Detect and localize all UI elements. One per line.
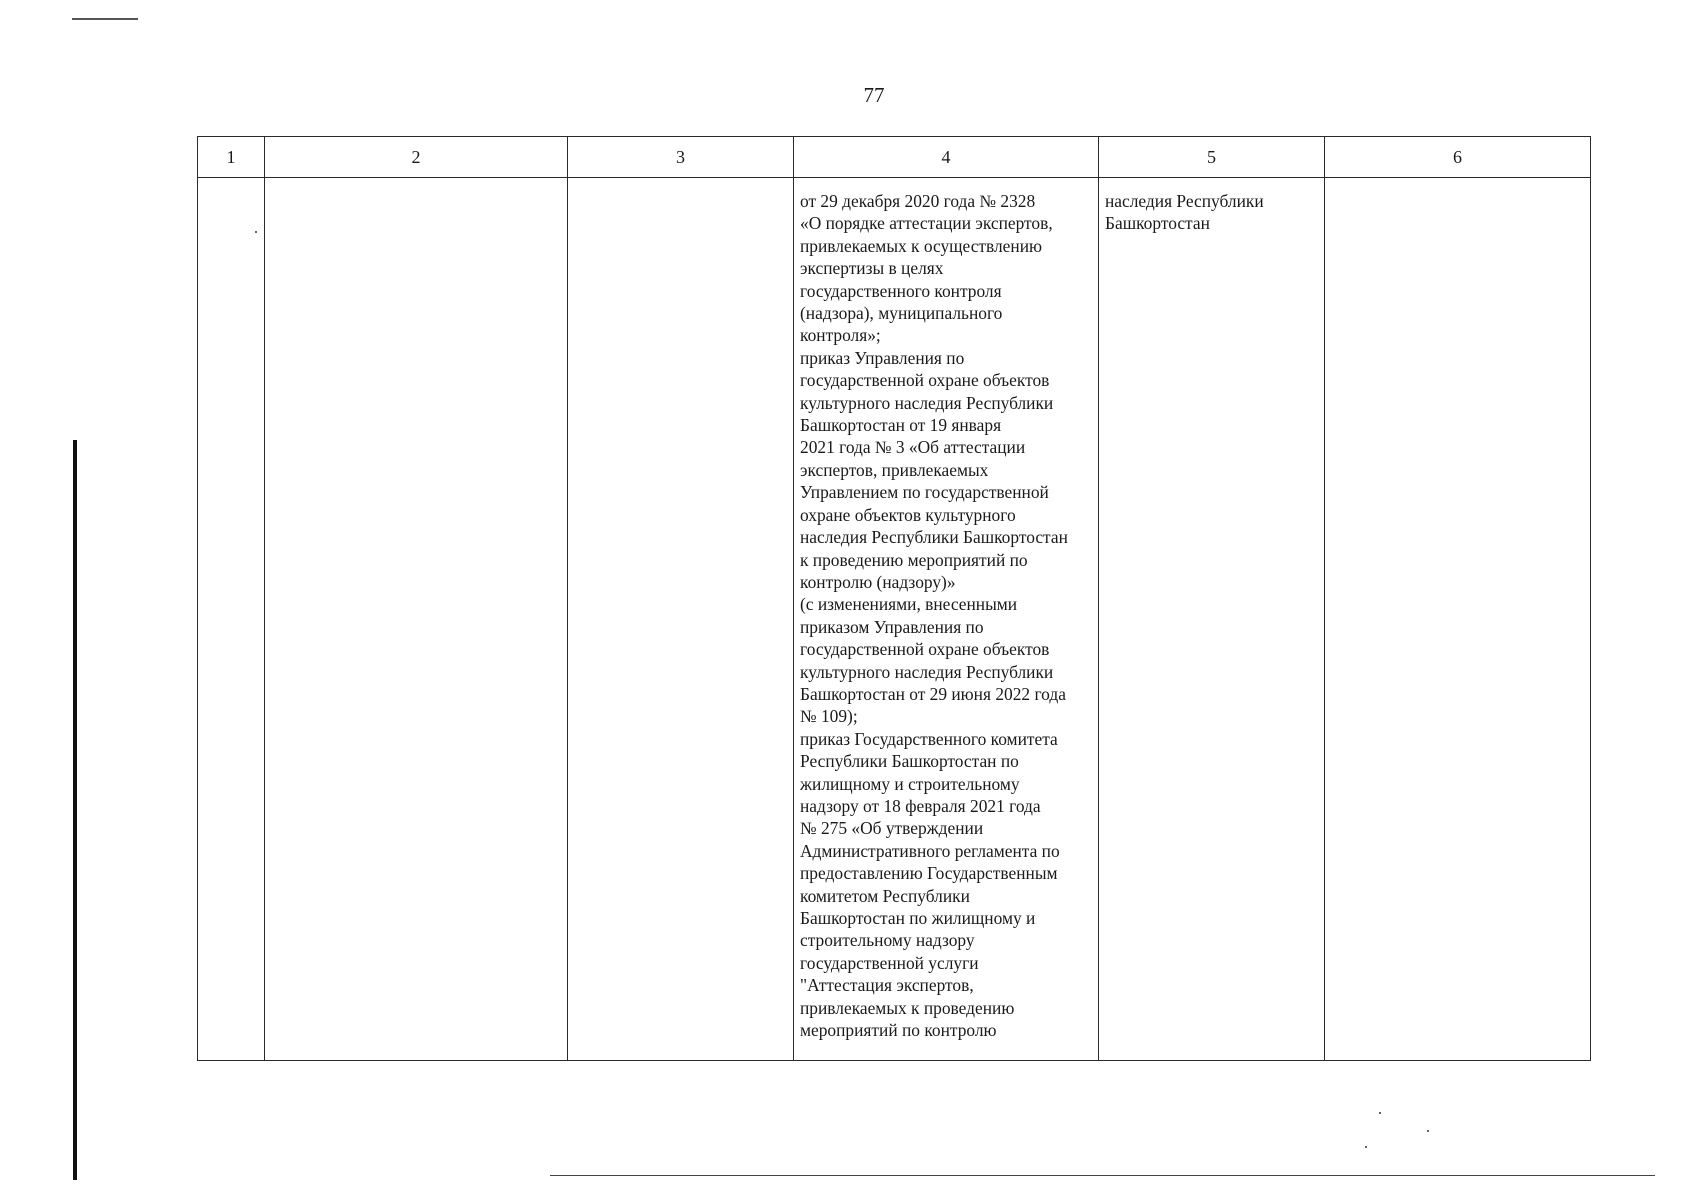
table-cell-col5 bbox=[1099, 178, 1325, 1061]
table-header-row bbox=[198, 137, 1591, 178]
cell-text-line: мероприятий по контролю bbox=[800, 1020, 997, 1041]
cell-text-line: наследия Республики bbox=[1105, 191, 1264, 211]
scan-artifact-left-edge bbox=[73, 440, 77, 1180]
scan-speck bbox=[1365, 1146, 1367, 1148]
cell-text-line: № 275 «Об утверждении bbox=[800, 818, 984, 839]
cell-text-line: культурного наследия Республики bbox=[800, 661, 1054, 682]
cell-text-line: комитетом Республики bbox=[800, 885, 970, 906]
scan-speck bbox=[1379, 1112, 1381, 1114]
cell-text-line: к проведению мероприятий по bbox=[800, 549, 1028, 570]
cell-text-line: привлекаемых к осуществлению bbox=[800, 235, 1042, 256]
table-cell-col3 bbox=[568, 178, 794, 1061]
cell-text-line: "Аттестация экспертов, bbox=[800, 975, 974, 996]
table-row bbox=[198, 178, 1591, 1061]
cell-text-line: (с изменениями, внесенными bbox=[800, 594, 1018, 615]
table-cell-col1 bbox=[198, 178, 265, 1061]
cell-text-line: наследия Республики Башкортостан bbox=[800, 527, 1068, 548]
scan-artifact-top bbox=[72, 18, 138, 20]
table-cell-col6 bbox=[1325, 178, 1591, 1061]
cell-text-line: привлекаемых к проведению bbox=[800, 997, 1015, 1018]
column-header-5: 5 bbox=[1099, 137, 1325, 178]
cell-text-line: № 109); bbox=[800, 706, 858, 727]
cell-text-line: жилищному и строительному bbox=[800, 773, 1020, 794]
cell-text-line: Башкортостан от 29 июня 2022 года bbox=[800, 683, 1066, 704]
cell-text-line: экспертов, привлекаемых bbox=[800, 459, 989, 480]
cell-text-line: предоставлению Государственным bbox=[800, 863, 1058, 884]
cell-text-line: Управлением по государственной bbox=[800, 482, 1049, 503]
page-number: 77 bbox=[863, 83, 885, 107]
cell-text-line: экспертизы в целях bbox=[800, 258, 944, 279]
cell-text-line: (надзора), муниципального bbox=[800, 303, 1003, 324]
cell-text-line: 2021 года № 3 «Об аттестации bbox=[800, 437, 1026, 458]
scan-speck bbox=[1427, 1130, 1429, 1132]
cell-text-line: Башкортостан по жилищному и bbox=[800, 908, 1036, 928]
document-table bbox=[197, 136, 1591, 1061]
column-header-6: 6 bbox=[1325, 137, 1591, 178]
cell-text-line: приказ Управления по bbox=[800, 347, 965, 368]
cell-text-line: Административного регламента по bbox=[800, 840, 1060, 861]
scan-artifact-bottom-line bbox=[550, 1175, 1655, 1176]
cell-text-line: государственной охране объектов bbox=[800, 370, 1050, 391]
cell-text-line: государственного контроля bbox=[800, 280, 1002, 301]
cell-text-line: государственной охране объектов bbox=[800, 639, 1050, 660]
cell-text-line: от 29 декабря 2020 года № 2328 bbox=[800, 191, 1036, 211]
cell-text-line: государственной услуги bbox=[800, 952, 979, 973]
cell-text-line: контролю (надзору)» bbox=[800, 571, 956, 592]
cell-text-line: контроля»; bbox=[800, 325, 881, 346]
cell-text-line: Башкортостан bbox=[1105, 213, 1210, 234]
column-header-1: 1 bbox=[198, 137, 265, 178]
table-cell-col2 bbox=[265, 178, 568, 1061]
cell-text-line: «О порядке аттестации экспертов, bbox=[800, 213, 1053, 234]
column-header-4: 4 bbox=[794, 137, 1099, 178]
cell-text-line: строительному надзору bbox=[800, 930, 975, 951]
cell-text-line: охране объектов культурного bbox=[800, 504, 1016, 525]
cell-text-line: надзору от 18 февраля 2021 года bbox=[800, 795, 1041, 816]
cell-text-line: Республики Башкортостан по bbox=[800, 751, 1019, 772]
cell-text-line: приказом Управления по bbox=[800, 616, 984, 637]
column-header-3: 3 bbox=[568, 137, 794, 178]
column-header-2: 2 bbox=[265, 137, 568, 178]
cell-text-line: Башкортостан от 19 января bbox=[800, 415, 1002, 436]
cell-text-line: приказ Государственного комитета bbox=[800, 728, 1058, 749]
table-cell-col4 bbox=[794, 178, 1099, 1061]
cell-text-line: культурного наследия Республики bbox=[800, 392, 1054, 413]
